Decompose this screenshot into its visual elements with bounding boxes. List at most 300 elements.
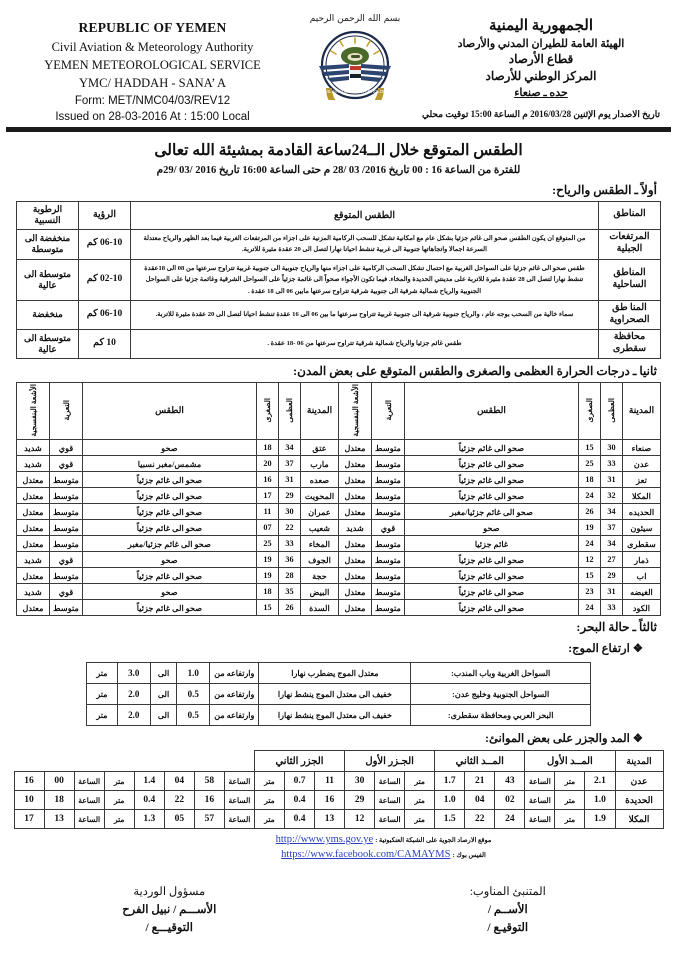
- city-wind-left: متوسط: [50, 536, 83, 552]
- table-row: [14, 772, 663, 791]
- city-name-right: اب: [623, 568, 661, 584]
- col-min-label-left: الصغرى: [263, 397, 272, 423]
- city-weather-left: صحو الى غائم جزئياً: [83, 488, 257, 504]
- col-uv-right: [339, 382, 372, 440]
- city-weather-left: صحو: [83, 584, 257, 600]
- city-uv-right: معتدل: [339, 472, 372, 488]
- ebb1-meters: 0.4: [284, 791, 314, 810]
- col-wind-right: [372, 382, 405, 440]
- city-name-left: المخاء: [301, 536, 339, 552]
- city-min-left: 18: [257, 584, 279, 600]
- subheading-tides-label: المد والجزر على بعض الموانئ:: [485, 733, 630, 746]
- table-row: [17, 504, 661, 520]
- table-row: [17, 536, 661, 552]
- city-wind-left: متوسط: [50, 600, 83, 616]
- city-weather-left: صحو الى غائم جزئيا/مغبر: [83, 536, 257, 552]
- table-row: [17, 488, 661, 504]
- city-min-left: 07: [257, 520, 279, 536]
- col-city-right: المدينة: [623, 382, 661, 440]
- ebb1-hours: 05: [164, 810, 194, 829]
- city-wind-right: متوسط: [372, 552, 405, 568]
- table-row: [17, 456, 661, 472]
- table-row: [17, 552, 661, 568]
- city-min-right: 26: [579, 504, 601, 520]
- tide1-unit: متر: [555, 772, 585, 791]
- ebb2-hours: 16: [14, 772, 44, 791]
- ebb1-minutes: 57: [194, 810, 224, 829]
- wave-unit: متر: [87, 663, 118, 684]
- tide2-hour-label: الساعة: [375, 772, 405, 791]
- col-wind-label-left: التعرية: [61, 399, 71, 421]
- forecaster-signature: [339, 884, 677, 937]
- ebb1-meters: 0.4: [284, 810, 314, 829]
- city-min-right: 25: [579, 456, 601, 472]
- col-weather-right: الطقس: [405, 382, 579, 440]
- city-min-left: 25: [257, 536, 279, 552]
- tide1-hours: 04: [465, 791, 495, 810]
- city-min-left: 15: [257, 600, 279, 616]
- ebb2-meters: 0.4: [134, 791, 164, 810]
- tide2-hours: 13: [315, 810, 345, 829]
- city-name-left: شعيب: [301, 520, 339, 536]
- city-max-left: 29: [279, 488, 301, 504]
- city-uv-left: معتدل: [17, 600, 50, 616]
- city-weather-left: صحو: [83, 440, 257, 456]
- tide1-hours: 22: [465, 810, 495, 829]
- col-city-left: المدينة: [301, 382, 339, 440]
- issued-on-en: Issued on 28-03-2016 At : 15:00 Local: [55, 111, 250, 123]
- city-name-right: سيئون: [623, 520, 661, 536]
- tide2-hour-label: الساعة: [375, 791, 405, 810]
- city-max-left: 31: [279, 472, 301, 488]
- city-name-left: صعده: [301, 472, 339, 488]
- table-row: [87, 663, 591, 684]
- table-header-row: [17, 382, 661, 440]
- city-wind-right: قوي: [372, 520, 405, 536]
- table-header-row: [14, 751, 663, 772]
- city-name-right: سقطرى: [623, 536, 661, 552]
- city-weather-left: صحو الى غائم جزئياً: [83, 600, 257, 616]
- city-name-left: البيض: [301, 584, 339, 600]
- tide2-hours: 11: [315, 772, 345, 791]
- wave-height-table: [86, 662, 591, 726]
- tide2-hour-label: الساعة: [375, 810, 405, 829]
- city-name-right: صنعاء: [623, 440, 661, 456]
- table-row: [87, 684, 591, 705]
- city-wind-right: متوسط: [372, 536, 405, 552]
- city-wind-right: متوسط: [372, 456, 405, 472]
- ebb2-hour-label: الساعة: [74, 791, 104, 810]
- city-max-left: 30: [279, 504, 301, 520]
- tide1-hours: 21: [465, 772, 495, 791]
- region-visibility: 02-10 كم: [79, 259, 131, 301]
- city-uv-left: معتدل: [17, 472, 50, 488]
- sea-state: خفيف الى معتدل الموج ينشط نهارا: [259, 684, 411, 705]
- wave-label: وارتفاعه من: [210, 663, 259, 684]
- col-uv-label-left: الأشعة البنفسجية: [28, 383, 38, 437]
- col-regions: المناطق: [599, 202, 661, 230]
- city-wind-left: متوسط: [50, 504, 83, 520]
- subheading-wave-height: [0, 638, 677, 658]
- city-min-right: 12: [579, 552, 601, 568]
- city-min-right: 24: [579, 600, 601, 616]
- region-forecast: طقس غائم جزئيا والرياح شمالية شرقية تتراوح سرعتها من 06 -18 عقدة .: [131, 329, 599, 358]
- table-row: [17, 329, 661, 358]
- tide1-unit: متر: [555, 810, 585, 829]
- tide1-hour-label: الساعة: [525, 810, 555, 829]
- city-wind-left: قوي: [50, 456, 83, 472]
- city-max-left: 35: [279, 584, 301, 600]
- wave-label: وارتفاعه من: [210, 705, 259, 726]
- city-max-right: 34: [601, 536, 623, 552]
- org-authority-ar: الهيئة العامة للطيران المدني والأرصاد: [457, 38, 625, 50]
- city-max-left: 33: [279, 536, 301, 552]
- city-min-right: 19: [579, 520, 601, 536]
- svg-text:CIVIL AVIATION & METEOROLOGY: CIVIL AVIATION & METEOROLOGY: [320, 89, 390, 94]
- signature-block: [0, 884, 677, 937]
- facebook-label: الفيس بوك :: [452, 852, 486, 860]
- city-uv-right: شديد: [339, 520, 372, 536]
- table-header-row: [17, 202, 661, 230]
- col-visibility: الرؤية: [79, 202, 131, 230]
- city-name-left: عمران: [301, 504, 339, 520]
- region-visibility: 06-10 كم: [79, 229, 131, 259]
- city-name-left: المحويت: [301, 488, 339, 504]
- city-max-right: 32: [601, 488, 623, 504]
- table-row: [17, 472, 661, 488]
- col-ebb1: الجـزر الأول: [345, 751, 435, 772]
- city-uv-left: معتدل: [17, 568, 50, 584]
- website-link[interactable]: http://www.yms.gov.ye: [275, 834, 374, 846]
- wave-to-value: 3.0: [117, 663, 150, 684]
- city-uv-right: معتدل: [339, 440, 372, 456]
- document-header: [0, 0, 677, 123]
- header-english-block: [10, 8, 295, 123]
- city-min-left: 19: [257, 552, 279, 568]
- tide-city: المكلا: [615, 810, 663, 829]
- city-weather-left: مشمس/مغبر نسبيا: [83, 456, 257, 472]
- wave-to-label: الى: [150, 705, 177, 726]
- ebb1-hour-label: الساعة: [224, 810, 254, 829]
- city-weather-right: صحو الى غائم جزئياً: [405, 552, 579, 568]
- city-wind-left: متوسط: [50, 520, 83, 536]
- ebb1-minutes: 58: [194, 772, 224, 791]
- city-name-right: الحديده: [623, 504, 661, 520]
- org-authority-en: Civil Aviation & Meteorology Authority: [51, 40, 254, 54]
- city-name-left: السدة: [301, 600, 339, 616]
- ebb1-minutes: 16: [194, 791, 224, 810]
- city-weather-right: صحو الى غائم جزئياً: [405, 472, 579, 488]
- sea-state: خفيف الى معتدل الموج ينشط نهارا: [259, 705, 411, 726]
- city-min-right: 24: [579, 536, 601, 552]
- city-wind-right: متوسط: [372, 504, 405, 520]
- city-weather-left: صحو الى غائم جزئياً: [83, 568, 257, 584]
- tide1-unit: متر: [555, 791, 585, 810]
- sea-area: السواحل الجنوبية وخليج عدن:: [411, 684, 591, 705]
- city-name-left: مارب: [301, 456, 339, 472]
- city-min-right: 15: [579, 568, 601, 584]
- tide2-unit: متر: [405, 810, 435, 829]
- city-weather-right: صحو: [405, 520, 579, 536]
- section-heading-sea-state: ثالثاً ـ حالة البحر:: [576, 620, 657, 635]
- city-name-right: عدن: [623, 456, 661, 472]
- city-wind-right: متوسط: [372, 472, 405, 488]
- ebb2-meters: 1.4: [134, 772, 164, 791]
- city-wind-right: متوسط: [372, 600, 405, 616]
- ebb2-hour-label: الساعة: [74, 772, 104, 791]
- city-weather-right: صحو الى غائم جزئياً: [405, 488, 579, 504]
- ebb1-unit: متر: [254, 772, 284, 791]
- col-max-left: [279, 382, 301, 440]
- table-row: [17, 568, 661, 584]
- city-name-right: الكود: [623, 600, 661, 616]
- table-row: [17, 259, 661, 301]
- city-wind-right: متوسط: [372, 488, 405, 504]
- region-humidity: متوسطة الى عالية: [17, 259, 79, 301]
- section-heading-weather-wind: أولاً ـ الطقس والرياح:: [552, 183, 657, 197]
- city-max-right: 29: [601, 568, 623, 584]
- city-max-right: 34: [601, 504, 623, 520]
- region-forecast: من المتوقع ان يكون الطقس صحو الى غائم جزئيا بشكل عام مع امكانية تشكل للسحب الركامية المزنية على اجزاء من المرتفعات الغربية فيما بعد الظهر والرياح معتدلة السرعة اجمالا واتجاهاتها جنوبية الى غربية تنشط احيانا نهارا لتصل الى 20 عقدة مثيرة للاتربة.: [131, 229, 599, 259]
- city-uv-left: شديد: [17, 552, 50, 568]
- city-min-left: 20: [257, 456, 279, 472]
- website-label: موقع الارصاد الجوية على الشبكة العنكبوتية :: [375, 837, 492, 845]
- region-name: محافظة سقطرى: [599, 329, 661, 358]
- table-row: [14, 791, 663, 810]
- city-name-right: تعز: [623, 472, 661, 488]
- city-weather-left: صحو الى غائم جزئياً: [83, 504, 257, 520]
- org-location-en: YMC/ HADDAH - SANA’ A: [79, 76, 226, 90]
- city-uv-right: معتدل: [339, 536, 372, 552]
- wave-to-value: 2.0: [117, 684, 150, 705]
- city-max-left: 34: [279, 440, 301, 456]
- wave-to-value: 2.0: [117, 705, 150, 726]
- city-min-left: 19: [257, 568, 279, 584]
- city-min-right: 18: [579, 472, 601, 488]
- city-uv-right: معتدل: [339, 504, 372, 520]
- table-row: [17, 520, 661, 536]
- city-weather-left: صحو الى غائم جزئياً: [83, 520, 257, 536]
- city-wind-left: قوي: [50, 440, 83, 456]
- tide2-meters: 1.7: [435, 772, 465, 791]
- header-arabic-block: [415, 8, 667, 120]
- emblem: [300, 8, 410, 100]
- city-weather-left: صحو الى غائم جزئياً: [83, 472, 257, 488]
- region-forecast: طقس صحو الى غائم جزئيا على السواحل الغربية مع احتمال تشكل السحب الركامية على اجزاء منها والرياح جنوبية الى جنوبية غربية تتراوح سرعتها من 08 الى 18عقدة تنشط نهارا لتصل الى 28 عقدة مثيرة للاتربة على مدينتي الحديدة والمخاء. فيما تكون الأجواء صحواً الى غائمة جزئياً على السواحل الشرقية وغائمة جزئيا على السواحل الجنوبية والرياح شمالية شرقية الى جنوبية شرقية تتراوح سرعتها مابين 06 الى 18 عقدة .: [131, 259, 599, 301]
- table-row: [87, 705, 591, 726]
- page-title: الطقس المتوقع خلال الــ24ساعة القادمة بمشيئة الله تعالى: [154, 142, 523, 159]
- col-min-label-right: الصغرى: [585, 397, 594, 423]
- forecaster-title: المتنبئ المناوب:: [469, 886, 546, 898]
- city-wind-left: متوسط: [50, 568, 83, 584]
- city-wind-left: قوي: [50, 584, 83, 600]
- city-wind-left: متوسط: [50, 488, 83, 504]
- links-block: [0, 834, 677, 860]
- tide2-minutes: 12: [345, 810, 375, 829]
- col-min-left: [257, 382, 279, 440]
- ebb2-unit: متر: [104, 791, 134, 810]
- ebb1-hours: 22: [164, 791, 194, 810]
- wave-from: 1.0: [177, 663, 210, 684]
- city-weather-right: غائم جزئيا: [405, 536, 579, 552]
- city-max-left: 28: [279, 568, 301, 584]
- org-sector-ar: قطاع الأرصاد: [508, 52, 574, 66]
- region-humidity: منخفضة الى متوسطة: [17, 229, 79, 259]
- city-uv-left: شديد: [17, 440, 50, 456]
- tide2-unit: متر: [405, 791, 435, 810]
- wave-from: 0.5: [177, 684, 210, 705]
- wave-unit: متر: [87, 684, 118, 705]
- tide1-minutes: 24: [495, 810, 525, 829]
- city-name-right: ذمار: [623, 552, 661, 568]
- city-max-left: 26: [279, 600, 301, 616]
- ebb1-hours: 04: [164, 772, 194, 791]
- ebb2-hours: 10: [14, 791, 44, 810]
- city-uv-right: معتدل: [339, 552, 372, 568]
- city-uv-right: معتدل: [339, 568, 372, 584]
- table-row: [17, 301, 661, 330]
- city-min-right: 23: [579, 584, 601, 600]
- bullet-icon: ❖: [629, 733, 643, 746]
- region-name: المنا طق الصحراوية: [599, 301, 661, 330]
- city-uv-left: معتدل: [17, 520, 50, 536]
- cama-logo-icon: [309, 30, 401, 100]
- city-weather-right: صحو الى غائم جزئياً: [405, 600, 579, 616]
- col-max-label-left: العظمى: [285, 397, 294, 423]
- tide-city: عدن: [615, 772, 663, 791]
- col-humidity: الرطوبة النسبية: [17, 202, 79, 230]
- form-number: Form: MET/NMC04/03/REV12: [74, 95, 231, 107]
- city-name-left: عتق: [301, 440, 339, 456]
- city-min-left: 17: [257, 488, 279, 504]
- sea-area: البحر العربي ومحافظة سقطرى:: [411, 705, 591, 726]
- supervisor-title: مسؤول الوردية: [133, 886, 206, 898]
- tide2-unit: متر: [405, 772, 435, 791]
- tide1-meters: 1.0: [585, 791, 615, 810]
- wave-to-label: الى: [150, 663, 177, 684]
- org-service-en: YEMEN METEOROLOGICAL SERVICE: [44, 58, 261, 72]
- supervisor-sign: التوقيـــع /: [145, 921, 193, 934]
- region-forecast: سماء خالية من السحب بوجه عام ، والرياح جنوبية شرقية الى جنوبية غربية تتراوح سرعتها ما بين 06 الى 16 عقدة تنشط احيانا لتصل الى 20 عقدة مثيرة للاتربة.: [131, 301, 599, 330]
- city-min-left: 16: [257, 472, 279, 488]
- region-humidity: منخفضة: [17, 301, 79, 330]
- org-location-ar: حده ـ صنعاء: [514, 87, 568, 99]
- col-wind-label-right: التعرية: [383, 399, 393, 421]
- tide1-meters: 2.1: [585, 772, 615, 791]
- website-row: [120, 834, 677, 845]
- basmala-text: بسم الله الرحمن الرحيم: [309, 14, 401, 24]
- city-name-left: الجوف: [301, 552, 339, 568]
- org-country-ar: الجمهورية اليمنية: [489, 18, 593, 34]
- ebb1-hour-label: الساعة: [224, 791, 254, 810]
- city-weather-right: صحو الى غائم جزئياً: [405, 584, 579, 600]
- tide2-meters: 1.0: [435, 791, 465, 810]
- ebb2-minutes: 13: [44, 810, 74, 829]
- city-uv-left: معتدل: [17, 536, 50, 552]
- city-name-right: الغيضه: [623, 584, 661, 600]
- tide2-meters: 1.5: [435, 810, 465, 829]
- city-uv-right: معتدل: [339, 584, 372, 600]
- region-name: المرتفعات الجبلية: [599, 229, 661, 259]
- city-max-left: 36: [279, 552, 301, 568]
- forecaster-name: الأســم /: [487, 903, 528, 916]
- ebb1-hour-label: الساعة: [224, 772, 254, 791]
- col-uv-left: [17, 382, 50, 440]
- city-uv-left: شديد: [17, 456, 50, 472]
- tide1-hour-label: الساعة: [525, 791, 555, 810]
- city-uv-left: معتدل: [17, 504, 50, 520]
- city-weather-right: صحو الى غائم جزئيا/مغبر: [405, 504, 579, 520]
- ebb2-unit: متر: [104, 810, 134, 829]
- col-wind-left: [50, 382, 83, 440]
- city-uv-right: معتدل: [339, 600, 372, 616]
- city-max-left: 37: [279, 456, 301, 472]
- sea-state: معتدل الموج يضطرب نهارا: [259, 663, 411, 684]
- tide1-minutes: 43: [495, 772, 525, 791]
- city-min-right: 24: [579, 488, 601, 504]
- region-name: المناطق الساحلية: [599, 259, 661, 301]
- col-forecast: الطقس المتوقع: [131, 202, 599, 230]
- city-wind-left: متوسط: [50, 472, 83, 488]
- table-row: [14, 810, 663, 829]
- city-min-right: 15: [579, 440, 601, 456]
- table-row: [17, 584, 661, 600]
- region-visibility: 10 كم: [79, 329, 131, 358]
- city-uv-left: شديد: [17, 584, 50, 600]
- col-max-label-right: العظمى: [607, 397, 616, 423]
- region-humidity: متوسطة الى عالية: [17, 329, 79, 358]
- city-temperature-table: [16, 382, 661, 617]
- tide1-meters: 1.9: [585, 810, 615, 829]
- city-wind-right: متوسط: [372, 440, 405, 456]
- city-wind-left: قوي: [50, 552, 83, 568]
- table-row: [17, 600, 661, 616]
- tide-city: الحديدة: [615, 791, 663, 810]
- city-max-right: 31: [601, 472, 623, 488]
- supervisor-name: الأســـم / نبيل الفرح: [122, 903, 217, 916]
- tide-table: [14, 750, 664, 829]
- tide2-minutes: 30: [345, 772, 375, 791]
- city-weather-right: صحو الى غائم جزئياً: [405, 456, 579, 472]
- subheading-tides: [0, 726, 677, 748]
- ebb2-hour-label: الساعة: [74, 810, 104, 829]
- city-max-right: 33: [601, 456, 623, 472]
- ebb2-minutes: 00: [44, 772, 74, 791]
- city-wind-right: متوسط: [372, 568, 405, 584]
- col-tide2: المــد الثاني: [435, 751, 525, 772]
- city-wind-right: متوسط: [372, 584, 405, 600]
- ebb1-meters: 0.7: [284, 772, 314, 791]
- city-name-right: المكلا: [623, 488, 661, 504]
- forecast-period: للفترة من الساعة 16 : 00 تاريخ 2016/ 03 /28 م حتى الساعة 16:00 تاريخ 2016 /03 /29م: [156, 165, 521, 176]
- ebb2-meters: 1.3: [134, 810, 164, 829]
- city-min-left: 18: [257, 440, 279, 456]
- ebb1-unit: متر: [254, 810, 284, 829]
- sea-area: السواحل الغربية وباب المندب:: [411, 663, 591, 684]
- tide1-hour-label: الساعة: [525, 772, 555, 791]
- section-heading-temperatures: ثانيا ـ درجات الحرارة العظمى والصغرى والطقس المتوقع على بعض المدن:: [293, 363, 657, 378]
- city-max-right: 33: [601, 600, 623, 616]
- city-max-right: 27: [601, 552, 623, 568]
- col-tide-city: المدينة: [615, 751, 663, 772]
- ebb2-unit: متر: [104, 772, 134, 791]
- facebook-link[interactable]: https://www.facebook.com/CAMAYMS: [281, 849, 451, 861]
- city-max-left: 22: [279, 520, 301, 536]
- header-emblem-block: [295, 8, 415, 100]
- col-max-right: [601, 382, 623, 440]
- facebook-row: [120, 849, 677, 860]
- city-weather-left: صحو: [83, 552, 257, 568]
